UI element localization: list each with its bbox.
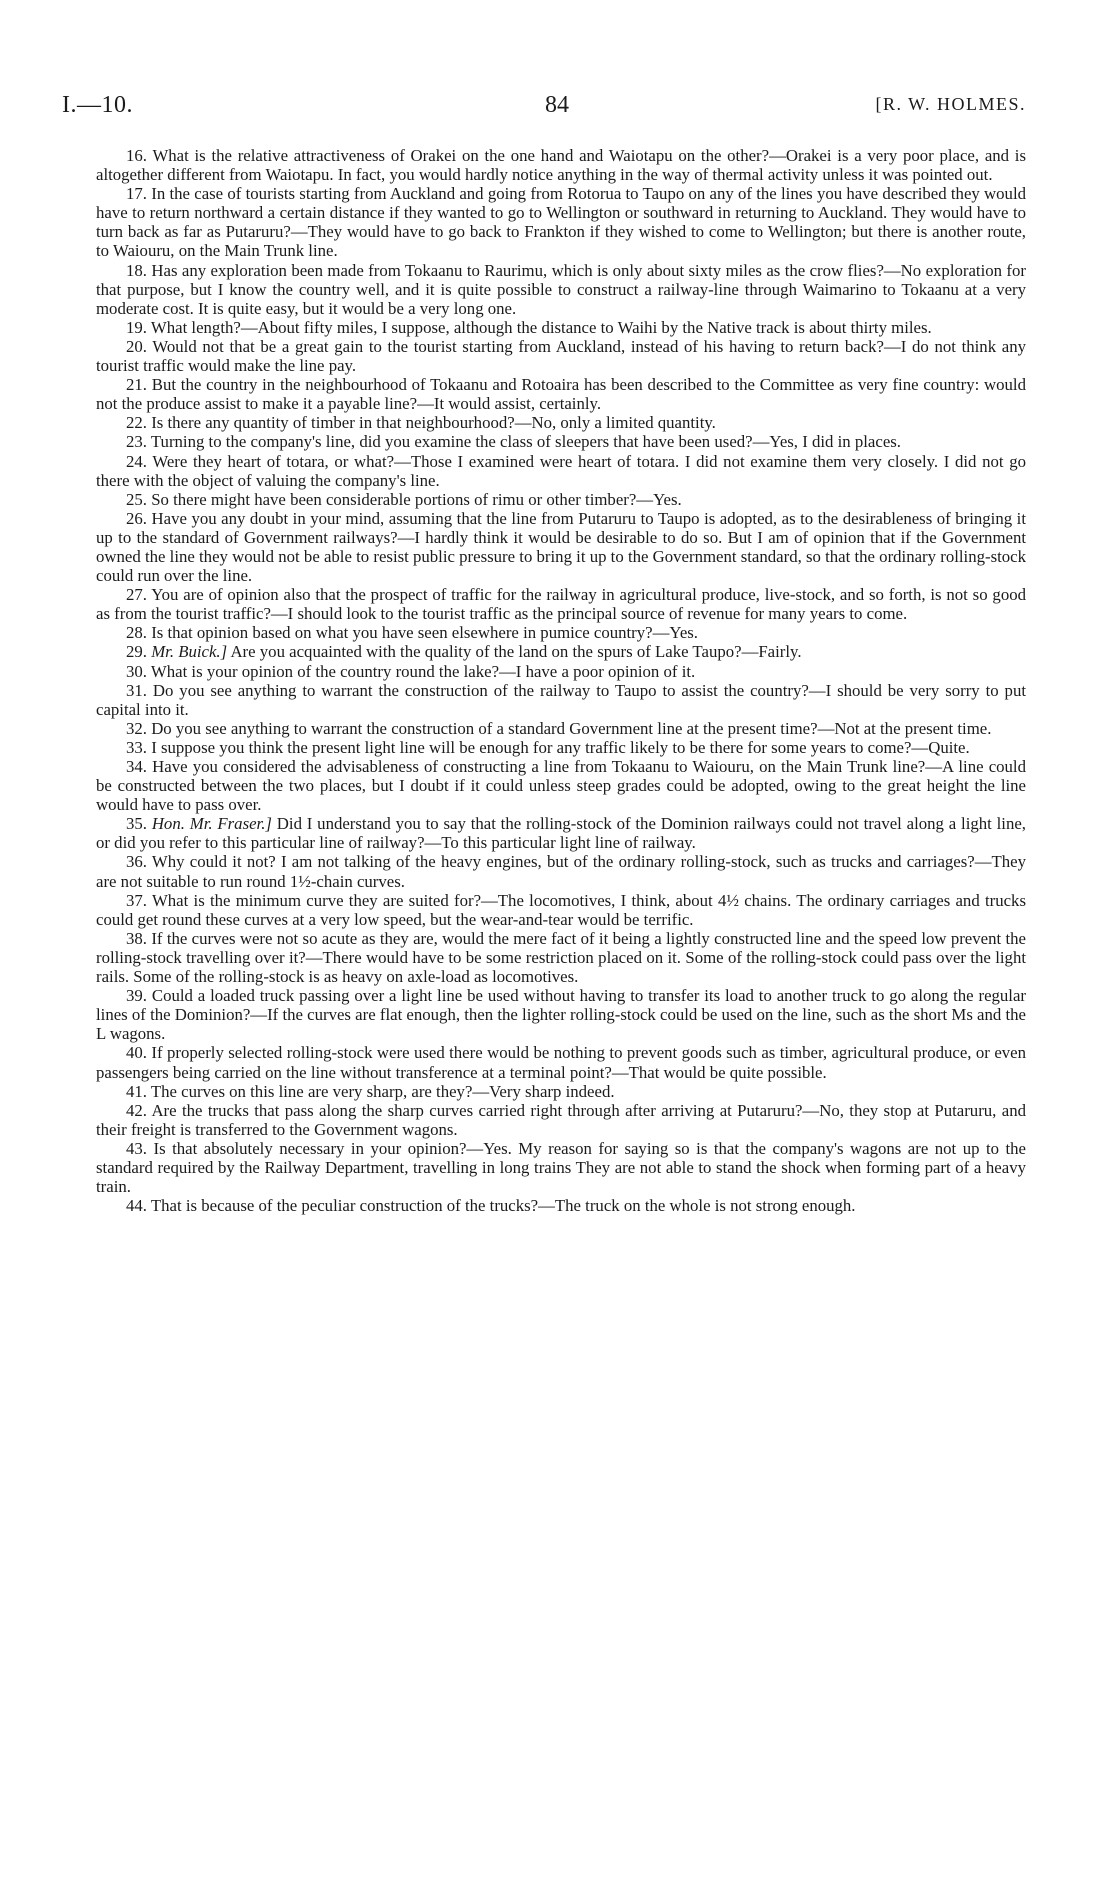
question-text: Do you see anything to warrant the construction of the railway to Taupo to assist the country?—I should be very sorry to put capital into it. [96, 680, 1026, 719]
question-text: I suppose you think the present light line will be enough for any traffic likely to be there for some years to come?—Quite. [151, 737, 970, 757]
question-paragraph [96, 738, 1026, 757]
question-number: 23. [126, 432, 147, 452]
question-text: Did I understand you to say that the rolling-stock of the Dominion railways could not travel along a light line, or did you refer to this particular line of railway?—To this particular light line of railway. [96, 814, 1026, 853]
witness-name: [R. W. HOLMES. [875, 94, 1026, 114]
question-text: What is your opinion of the country round the lake?—I have a poor opinion of it. [150, 661, 696, 681]
question-text: What length?—About fifty miles, I suppose, although the distance to Waihi by the Native track is about thirty miles. [150, 317, 932, 337]
question-paragraph [96, 432, 1026, 451]
question-text: Is there any quantity of timber in that neighbourhood?—No, only a limited quantity. [151, 413, 716, 433]
question-number: 21. [126, 375, 147, 395]
question-number: 30. [126, 661, 147, 681]
question-text: Is that absolutely necessary in your opinion?—Yes. My reason for saying so is that the company's wagons are not up to the standard required by the Railway Department, travelling in long trains They are not able to stand the shock when forming part of a heavy train. [96, 1138, 1027, 1197]
question-number: 32. [126, 718, 147, 738]
question-number: 27. [126, 585, 147, 605]
paper-series: I.—10. [62, 92, 133, 118]
question-text: Have you considered the advisableness of constructing a line from Tokaanu to Waiouru, on the Main Trunk line?—A line could be constructed between the two places, but I doubt if it could unless steep grades could be adopted, owing to the great height the line would have to pass over. [96, 757, 1026, 815]
question-number: 37. [126, 890, 147, 910]
question-number: 18. [126, 260, 147, 280]
question-number: 28. [126, 623, 147, 643]
question-number: 42. [126, 1100, 147, 1120]
question-text: If the curves were not so acute as they are, would the mere fact of it being a lightly constructed line and the speed low prevent the rolling-stock travelling over it?—There would have to be some restriction placed on it. Some of the rolling-stock could pass over the light rails. Some of the rolling-stock is as heavy on axle-load as locomotives. [96, 928, 1026, 987]
question-paragraph [96, 585, 1026, 623]
question-paragraph [96, 1196, 1026, 1215]
question-paragraph [96, 929, 1026, 986]
question-text: Is that opinion based on what you have seen elsewhere in pumice country?—Yes. [151, 623, 699, 643]
question-paragraph [96, 184, 1026, 260]
question-paragraph [96, 490, 1026, 509]
question-paragraph [96, 1043, 1026, 1081]
question-text: If properly selected rolling-stock were used there would be nothing to prevent goods such as timber, agricultural produce, or even passengers being carried on the line without transference at a terminal point?—That would be quite possible. [96, 1043, 1026, 1082]
question-text: In the case of tourists starting from Auckland and going from Rotorua to Taupo on any of the lines you have described they would have to return northward a certain distance if they wanted to go to Wellington or southward in returning to Auckland. They would have to turn back as far as Putaruru?—They would have to go back to Frankton if they wished to come to Wellington; but there is another route, to Waiouru, on the Main Trunk line. [96, 184, 1026, 261]
question-paragraph [96, 681, 1026, 719]
question-number: 40. [126, 1043, 147, 1063]
question-paragraph [96, 261, 1026, 318]
question-text: The curves on this line are very sharp, are they?—Very sharp indeed. [150, 1081, 615, 1101]
question-number: 41. [126, 1081, 147, 1101]
question-number: 39. [126, 986, 147, 1006]
question-number: 24. [126, 451, 147, 471]
question-paragraph [96, 1082, 1026, 1101]
question-number: 17. [126, 184, 147, 204]
page-number: 84 [545, 92, 569, 118]
question-paragraph [96, 852, 1026, 890]
question-paragraph [96, 146, 1026, 184]
question-text: Have you any doubt in your mind, assuming that the line from Putaruru to Taupo is adopted, as to the desirableness of bringing it up to the standard of Government railways?—I hardly think it would be desirable to do so. But I am of opinion that if the Government owned the line they would not be able to resist public pressure to bring it up to the Government standard, so that the ordinary rolling-stock could run over the line. [96, 508, 1026, 586]
question-text: Has any exploration been made from Tokaanu to Raurimu, which is only about sixty miles as the crow flies?—No exploration for that purpose, but I know the country well, and it is quite possible to construct a railway-line through Waimarino to Tokaanu at a very moderate cost. It is quite easy, but it would be a very long one. [96, 260, 1026, 318]
question-paragraph [96, 986, 1026, 1043]
question-number: 31. [126, 680, 147, 700]
question-paragraph [96, 375, 1026, 413]
question-paragraph [96, 757, 1026, 814]
question-number: 35. [126, 814, 147, 834]
question-number: 22. [126, 413, 147, 433]
question-text: Are you acquainted with the quality of the land on the spurs of Lake Taupo?—Fairly. [230, 642, 802, 662]
question-text: You are of opinion also that the prospect of traffic for the railway in agricultural produce, live-stock, and so forth, is not so good as from the tourist traffic?—I should look to the tourist traffic as the principal source of revenue for many years to come. [96, 585, 1026, 624]
question-number: 26. [126, 508, 147, 528]
question-paragraph [96, 413, 1026, 432]
question-number: 16. [126, 146, 147, 165]
question-text: Do you see anything to warrant the construction of a standard Government line at the present time?—Not at the present time. [151, 718, 992, 738]
question-text: So there might have been considerable portions of rimu or other timber?—Yes. [151, 489, 682, 509]
question-number: 36. [126, 852, 147, 872]
question-text: Could a loaded truck passing over a light line be used without having to transfer its load to another truck to go along the regular lines of the Dominion?—If the curves are flat enough, then the lighter rolling-stock could be used on the line, such as the short Ms and the L wagons. [96, 986, 1026, 1044]
question-number: 43. [126, 1138, 147, 1158]
question-paragraph [96, 814, 1026, 852]
question-paragraph [96, 719, 1026, 738]
question-text: Were they heart of totara, or what?—Those I examined were heart of totara. I did not examine them very closely. I did not go there with the object of valuing the company's line. [96, 451, 1026, 490]
question-number: 33. [126, 737, 147, 757]
question-text: Why could it not? I am not talking of the heavy engines, but of the ordinary rolling-stock, such as trucks and carriages?—They are not suitable to run round 1½-chain curves. [96, 852, 1026, 891]
question-paragraph [96, 1101, 1026, 1139]
question-paragraph [96, 337, 1026, 375]
question-paragraph [96, 891, 1026, 929]
question-paragraph [96, 318, 1026, 337]
page-header [0, 92, 1114, 132]
question-text: Turning to the company's line, did you examine the class of sleepers that have been used?—Yes, I did in places. [150, 432, 901, 452]
question-number: 25. [126, 489, 147, 509]
question-paragraph [96, 509, 1026, 585]
question-number: 44. [126, 1196, 147, 1216]
question-text: What is the minimum curve they are suited for?—The locomotives, I think, about 4½ chains. The ordinary carriages and trucks could get round these curves at a very low speed, but the wear-and-tear would be terrific. [96, 890, 1026, 929]
question-paragraph [96, 623, 1026, 642]
question-number: 38. [126, 928, 147, 948]
speaker-name: Mr. Buick.] [151, 642, 228, 662]
question-paragraph [96, 662, 1026, 681]
question-text: Are the trucks that pass along the sharp curves carried right through after arriving at Putaruru?—No, they stop at Putaruru, and their freight is transferred to the Government wagons. [96, 1100, 1026, 1139]
question-number: 34. [126, 757, 147, 776]
question-paragraph [96, 642, 1026, 661]
question-paragraph [96, 452, 1026, 490]
evidence-text [96, 146, 1026, 1215]
speaker-name: Hon. Mr. Fraser.] [151, 814, 272, 834]
question-text: Would not that be a great gain to the tourist starting from Auckland, instead of his having to return back?—I do not think any tourist traffic would make the line pay. [96, 336, 1026, 376]
question-text: But the country in the neighbourhood of Tokaanu and Rotoaira has been described to the Committee as very fine country: would not the produce assist to make it a payable line?—It would assist, certainly. [96, 375, 1026, 414]
question-text: That is because of the peculiar construction of the trucks?—The truck on the whole is not strong enough. [150, 1196, 856, 1216]
question-number: 19. [126, 317, 147, 337]
question-number: 29. [126, 642, 147, 662]
question-number: 20. [126, 336, 147, 356]
question-text: What is the relative attractiveness of Orakei on the one hand and Waiotapu on the other?—Orakei is a very poor place, and is altogether different from Waiotapu. In fact, you would hardly notice anything in the way of thermal activity unless it was pointed out. [96, 146, 1026, 185]
question-paragraph [96, 1139, 1026, 1196]
